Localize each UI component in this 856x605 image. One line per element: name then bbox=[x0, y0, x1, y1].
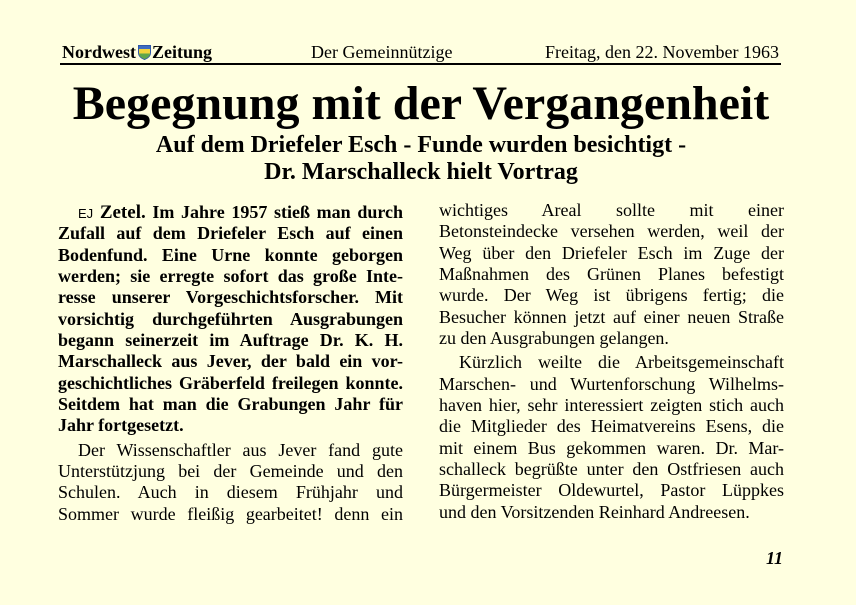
subheadline-line: Auf dem Driefeler Esch - Funde wurden besichtigt - bbox=[155, 131, 687, 158]
article-line: Maßnahmen des Grünen Planes befestigt bbox=[439, 264, 784, 285]
page-header bbox=[0, 41, 856, 63]
masthead-name-part1: Nordwest bbox=[62, 42, 136, 62]
article-line: Bodenfund. Eine Urne konnte geborgen bbox=[58, 244, 403, 265]
article-line: Der Wissenschaftler aus Jever fand gute bbox=[78, 439, 403, 460]
article-line: und den Vorsitzenden Reinhard Andreesen. bbox=[439, 501, 750, 522]
article-line: Unterstützjung bei der Gemeinde und den bbox=[58, 461, 403, 482]
article-line: Bürgermeister Oldewurtel, Pastor Lüppkes bbox=[439, 480, 784, 501]
article-line: haven hier, sehr interessiert zeigten stich auch bbox=[439, 395, 784, 416]
article-line: geschichtliches Gräberfeld freilegen konnte. bbox=[58, 372, 403, 393]
article-line bbox=[58, 202, 403, 223]
newspaper-masthead bbox=[62, 41, 212, 63]
coat-of-arms-icon bbox=[138, 45, 151, 60]
article-paragraph bbox=[58, 440, 403, 525]
masthead-name-part2: Zeitung bbox=[152, 42, 213, 62]
article-line: begann seinerzeit im Auftrage Dr. K. H. bbox=[58, 330, 403, 351]
article-line: Zufall auf dem Driefeler Esch auf einen bbox=[58, 223, 403, 244]
article-line: werden; sie erregte sofort das große Inte- bbox=[58, 266, 403, 287]
article-paragraph bbox=[439, 352, 784, 523]
article-line: mit einem Bus gekommen waren. Dr. Mar- bbox=[439, 437, 784, 458]
article-paragraph bbox=[439, 200, 784, 349]
article-column-right bbox=[439, 200, 784, 523]
article-line: schalleck begrüßte unter den Ostfriesen auch bbox=[439, 459, 784, 480]
article-line: Jahr fortgesetzt. bbox=[58, 415, 184, 436]
header-rule bbox=[60, 63, 781, 65]
article-column-left bbox=[58, 202, 403, 525]
article-line: wurde. Der Weg ist übrigens fertig; die bbox=[439, 285, 784, 306]
article-line: zu den Ausgrabungen gelangen. bbox=[439, 328, 669, 349]
article-line: Marschalleck aus Jever, der bald ein vor- bbox=[58, 351, 403, 372]
article-line: Schulen. Auch in diesem Frühjahr und bbox=[58, 482, 403, 503]
article-line: die Mitglieder des Heimatvereins Esens, die bbox=[439, 416, 784, 437]
article-line: Betonsteindecke versehen werden, weil der bbox=[439, 221, 784, 242]
issue-date: Freitag, den 22. November 1963 bbox=[545, 42, 779, 62]
article-line: wichtiges Areal sollte mit einer bbox=[439, 200, 784, 220]
article-line-text: Im Jahre 1957 stieß man durch bbox=[152, 202, 404, 222]
dateline: Zetel. bbox=[99, 202, 146, 223]
article-line: Seitdem hat man die Grabungen Jahr für bbox=[58, 394, 403, 415]
subheadline-line: Dr. Marschalleck hielt Vortrag bbox=[264, 158, 578, 185]
article-line: vorsichtig durchgeführten Ausgrabungen bbox=[58, 308, 403, 329]
article-subheadline bbox=[40, 132, 802, 186]
article-line: Besucher können jetzt auf einer neuen Straße bbox=[439, 306, 784, 327]
article-line: Sommer wurde fleißig gearbeitet! denn ein bbox=[58, 503, 403, 524]
article-line: resse unserer Vorgeschichtsforscher. Mit bbox=[58, 287, 403, 308]
byline: EJ bbox=[78, 206, 94, 221]
page-number: 11 bbox=[765, 548, 783, 568]
article-line: Marschen- und Wurtenforschung Wilhelms- bbox=[439, 373, 784, 394]
article-lead-paragraph bbox=[58, 202, 403, 437]
article-line: Weg über den Driefeler Esch im Zuge der bbox=[439, 242, 784, 263]
section-title: Der Gemeinnützige bbox=[311, 42, 453, 62]
article-headline: Begegnung mit der Vergangenheit bbox=[72, 77, 770, 130]
article-line: Kürzlich weilte die Arbeitsgemeinschaft bbox=[459, 352, 784, 373]
